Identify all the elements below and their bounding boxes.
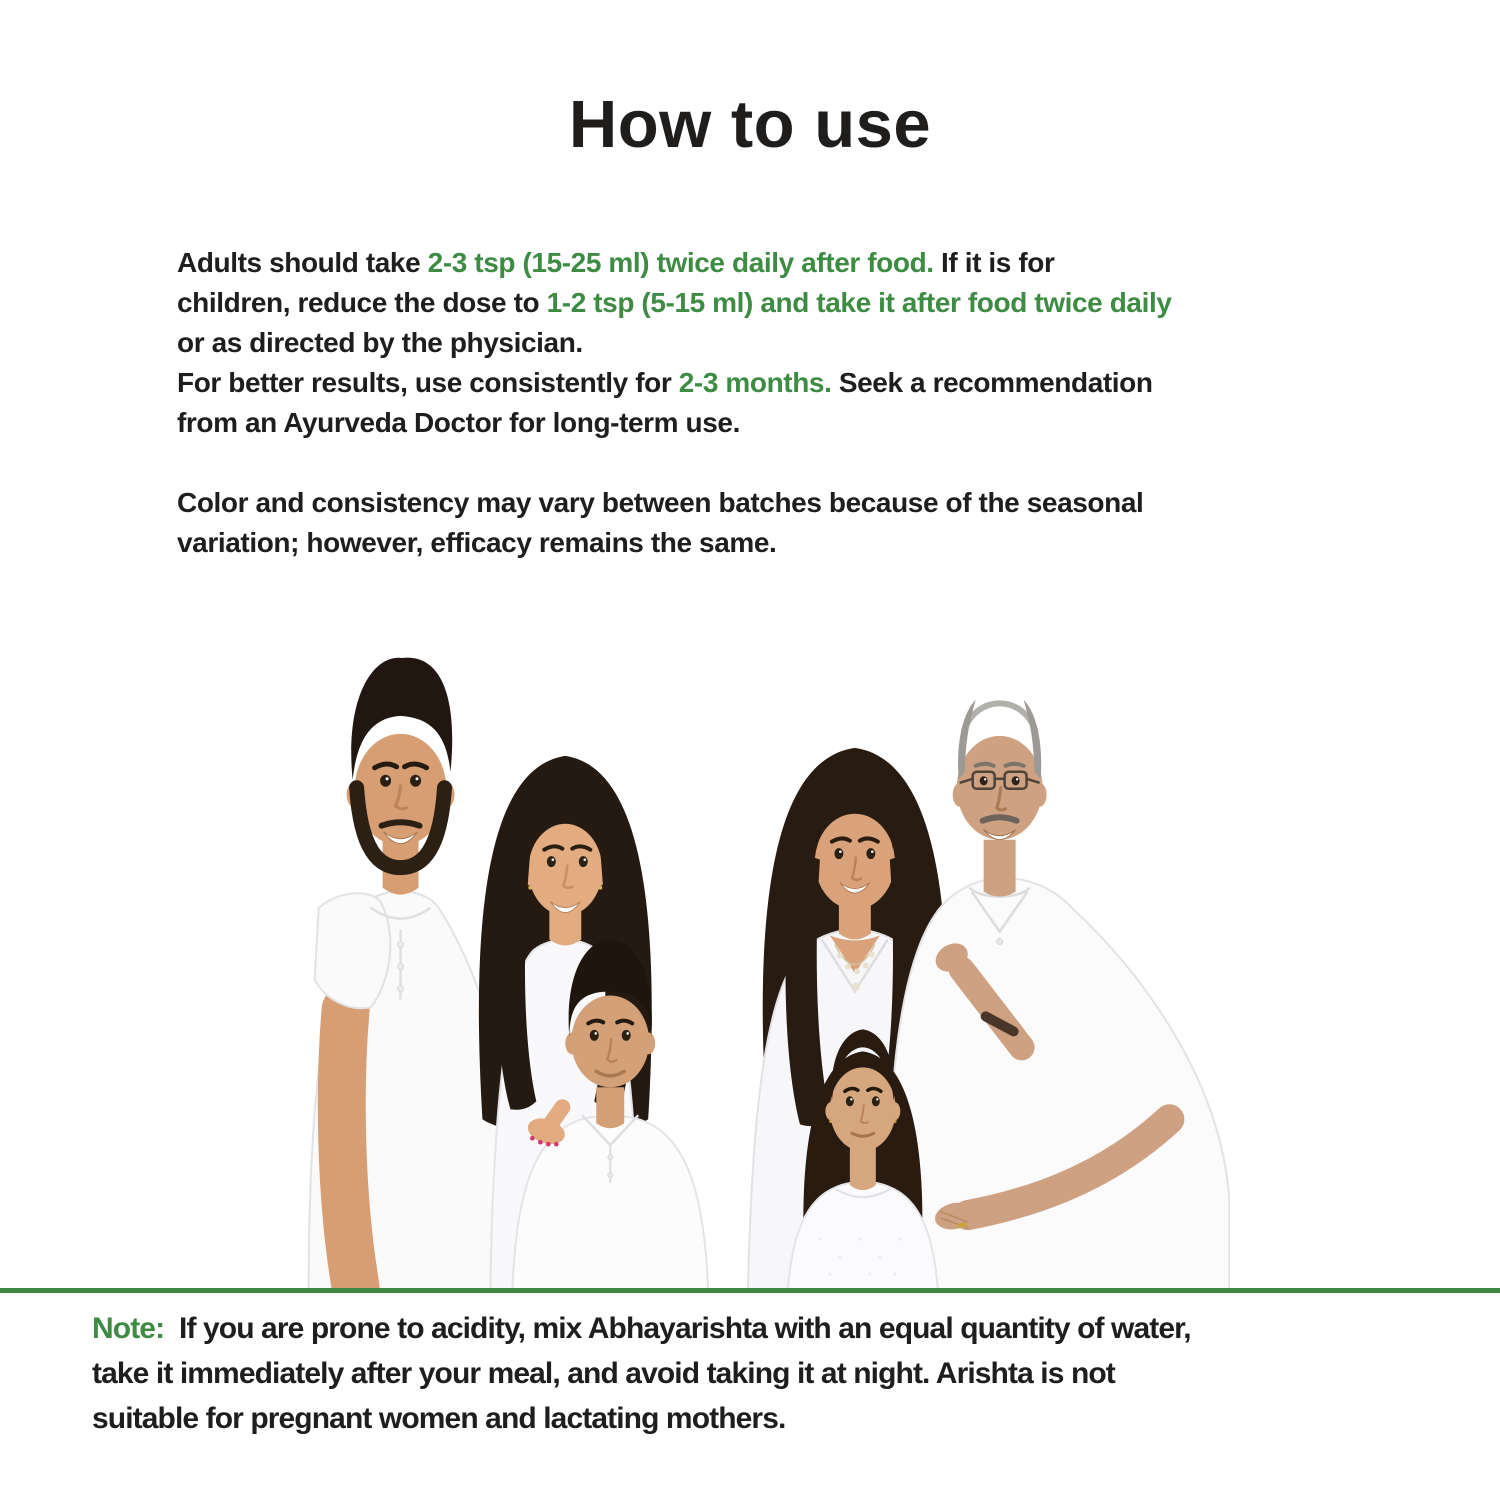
dosage-highlight: 1-2 tsp (5-15 ml) and take it after food twice daily [546, 287, 1172, 318]
dosage-highlight: 2-3 tsp (15-25 ml) twice daily after food. [427, 247, 934, 278]
family-photo-illustration [300, 640, 1230, 1289]
paragraph-gap [177, 443, 1172, 483]
page-title: How to use [568, 87, 932, 162]
note-line [92, 1306, 1191, 1351]
note-text: suitable for pregnant women and lactating mothers. [92, 1402, 786, 1435]
instruction-line [177, 323, 1172, 363]
text-segment: from an Ayurveda Doctor for long-term use. [177, 407, 740, 438]
note-section [92, 1306, 1191, 1441]
text-segment: For better results, use consistently for [177, 367, 679, 398]
text-segment: If it is for [933, 247, 1055, 278]
text-segment: Seek a recommendation [831, 367, 1153, 398]
text-segment: children, reduce the dose to [177, 287, 547, 318]
green-divider [0, 1288, 1500, 1293]
text-segment: Color and consistency may vary between batches because of the seasonal [177, 487, 1144, 518]
gray-hair [964, 703, 1036, 731]
instruction-line [177, 243, 1172, 283]
instruction-line [177, 523, 1172, 563]
note-text: take it immediately after your meal, and avoid taking it at night. Arishta is not [92, 1357, 1115, 1390]
text-segment: or as directed by the physician. [177, 327, 583, 358]
family-photo [300, 640, 1230, 1289]
instruction-line [177, 403, 1172, 443]
instruction-line [177, 483, 1172, 523]
mustache [983, 817, 1017, 820]
note-line [92, 1396, 1191, 1441]
text-segment: Adults should take [177, 247, 428, 278]
duration-highlight: 2-3 months. [678, 367, 832, 398]
text-segment: variation; however, efficacy remains the same. [177, 527, 777, 558]
note-label: Note: [92, 1312, 165, 1345]
note-text: If you are prone to acidity, mix Abhayarishta with an equal quantity of water, [164, 1312, 1191, 1345]
instruction-line [177, 283, 1172, 323]
note-line [92, 1351, 1191, 1396]
instruction-line [177, 363, 1172, 403]
usage-instructions [177, 243, 1172, 563]
